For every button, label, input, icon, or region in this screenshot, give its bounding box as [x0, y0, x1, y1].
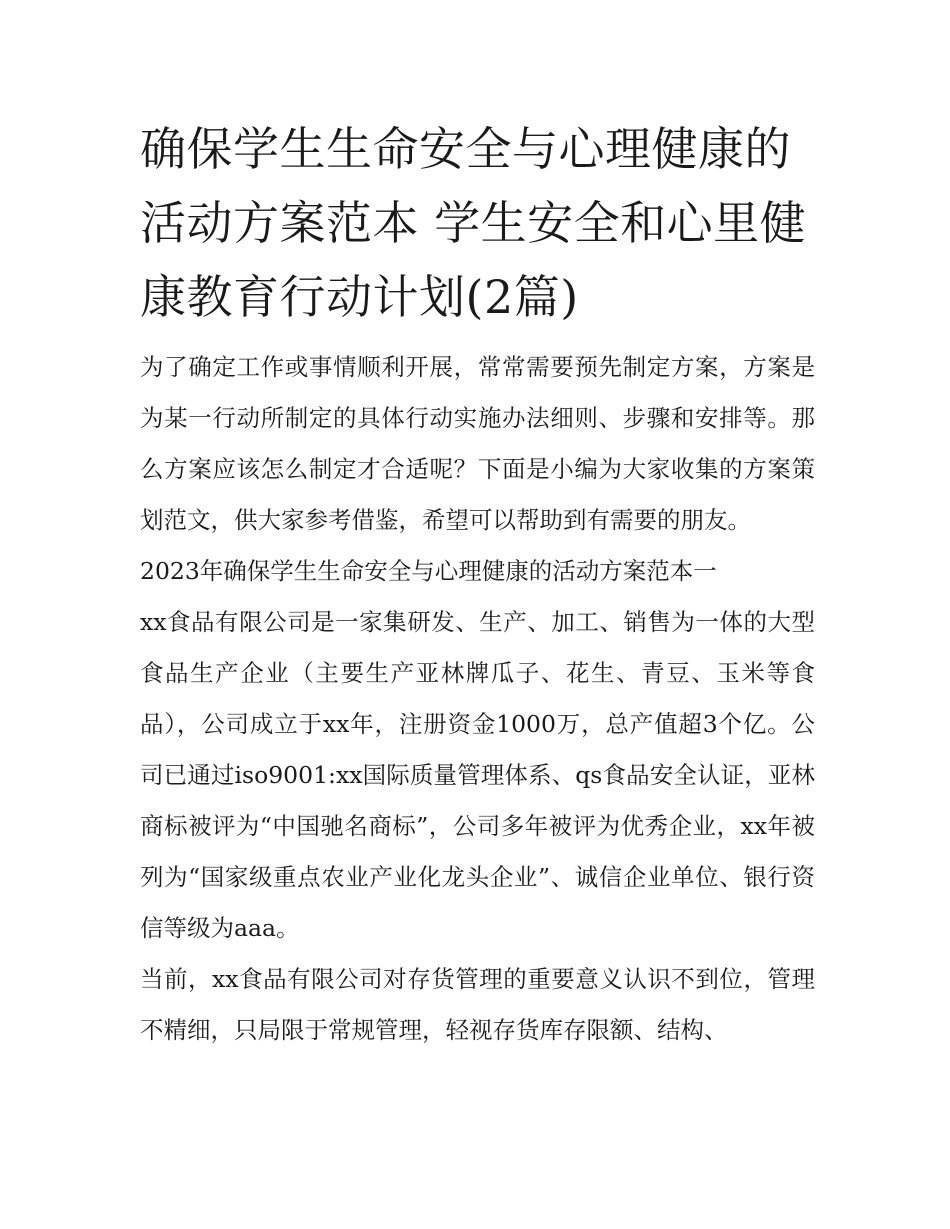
- document-title: 确保学生生命安全与心理健康的活动方案范本 学生安全和心里健康教育行动计划(2篇): [140, 122, 807, 324]
- company-paragraph: xx食品有限公司是一家集研发、生产、加工、销售为一体的大型食品生产企业（主要生产亚林牌瓜子、花生、青豆、玉米等食品），公司成立于xx年，注册资金1000万，总产值超3个亿。公司已通过iso9001:xx国际质量管理体系、qs食品安全认证，亚林商标被评为“中国驰名商标”，公司多年被评为优秀企业，xx年被列为“国家级重点农业产业化龙头企业”、诚信企业单位、银行资信等级为aaa。: [140, 608, 815, 942]
- current-status-paragraph: 当前，xx食品有限公司对存货管理的重要意义认识不到位，管理不精细，只局限于常规管理，轻视存货库存限额、结构、: [140, 965, 815, 1044]
- section-heading: 2023年确保学生生命安全与心理健康的活动方案范本一: [140, 557, 717, 585]
- document-page: [140, 112, 815, 1056]
- intro-paragraph: 为了确定工作或事情顺利开展，常常需要预先制定方案，方案是为某一行动所制定的具体行动实施办法细则、步骤和安排等。那么方案应该怎么制定才合适呢？下面是小编为大家收集的方案策划范文，供大家参考借鉴，希望可以帮助到有需要的朋友。: [140, 353, 815, 534]
